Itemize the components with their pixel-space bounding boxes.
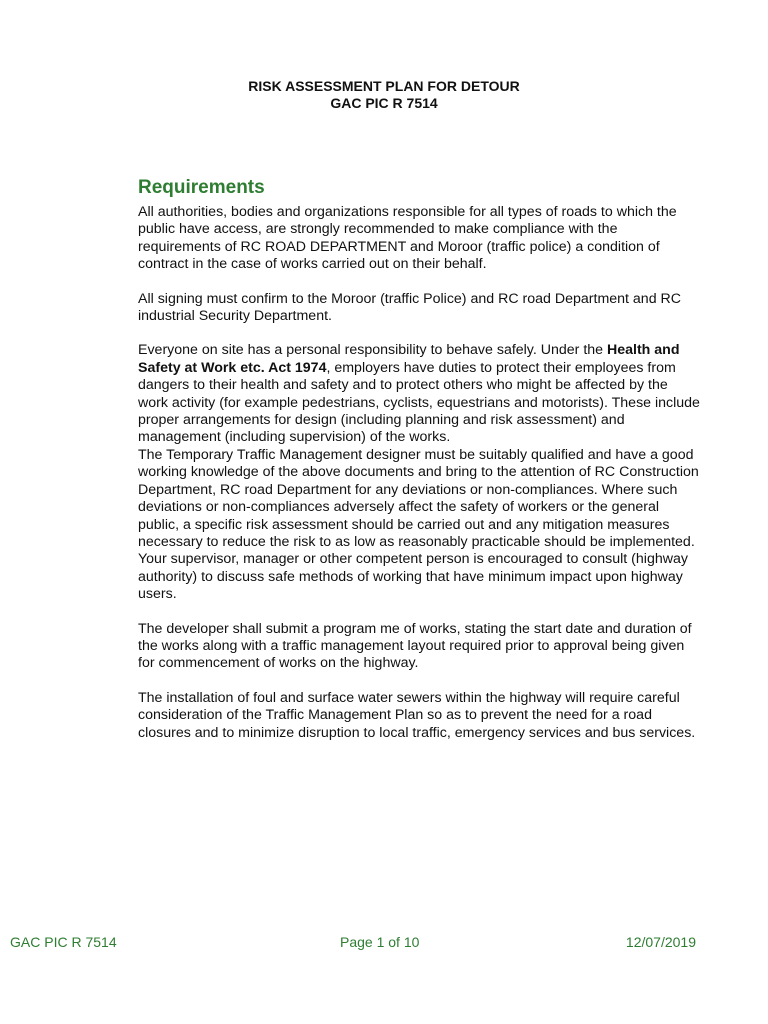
footer-doc-ref: GAC PIC R 7514 (10, 934, 117, 950)
paragraph-gap (138, 604, 700, 621)
title-line-1: RISK ASSESSMENT PLAN FOR DETOUR (248, 78, 520, 94)
paragraph-5: The developer shall submit a program me of works, stating the start date and duration of the works along with a traffic management layout required prior to approval being given for commencement of works on the highway. (138, 620, 692, 672)
paragraph-3-lead: Everyone on site has a personal responsibility to behave safely. Under the (138, 342, 607, 359)
paragraph-gap (138, 673, 700, 690)
paragraph-4: The Temporary Traffic Management designer must be suitably qualified and have a good working knowledge of the above documents and bring to the attention of RC Construction Department, RC road Department for any deviations or non-compliances. Where such deviations or non-compliances adversely affect the safety of workers or the general public, a specific risk assessment should be carried out and any mitigation measures necessary to reduce the risk to as low as reasonably practicable should be implemented. Your supervisor, manager or other competent person is encouraged to consult (highway authority) to discuss safe methods of working that have minimum impact upon highway users. (138, 446, 699, 603)
title-line-2: GAC PIC R 7514 (330, 95, 438, 111)
paragraph-gap (138, 325, 700, 342)
paragraph-gap (138, 274, 700, 291)
section-heading: Requirements (138, 177, 265, 198)
document-title (0, 78, 768, 112)
act-reference: Health and Safety at Work etc. Act 1974 (138, 342, 680, 376)
paragraph-6: The installation of foul and surface water sewers within the highway will require careful consideration of the Traffic Management Plan so as to prevent the need for a road closures and to minimize disruption to local traffic, emergency services and bus services. (138, 689, 696, 741)
main-content (138, 176, 700, 742)
paragraph-1: All authorities, bodies and organizations responsible for all types of roads to which the public have access, are strongly recommended to make compliance with the requirements of RC ROAD DEPARTMENT and Moroor (traffic police) a condition of contract in the case of works carried out on their behalf. (138, 204, 677, 273)
footer-date: 12/07/2019 (625, 934, 696, 950)
footer-page-number: Page 1 of 10 (340, 934, 420, 950)
paragraph-3 (138, 342, 700, 446)
page-footer (0, 934, 768, 954)
paragraph-2: All signing must confirm to the Moroor (traffic Police) and RC road Department and RC industrial Security Department. (138, 290, 682, 325)
paragraph-3-rest: , employers have duties to protect their employees from dangers to their health and safety and to protect others who might be affected by the work activity (for example pedestrians, cyclists, equestrians and motorists). These include proper arrangements for design (including planning and risk assessment) and management (including supervision) of the works. (138, 359, 700, 446)
